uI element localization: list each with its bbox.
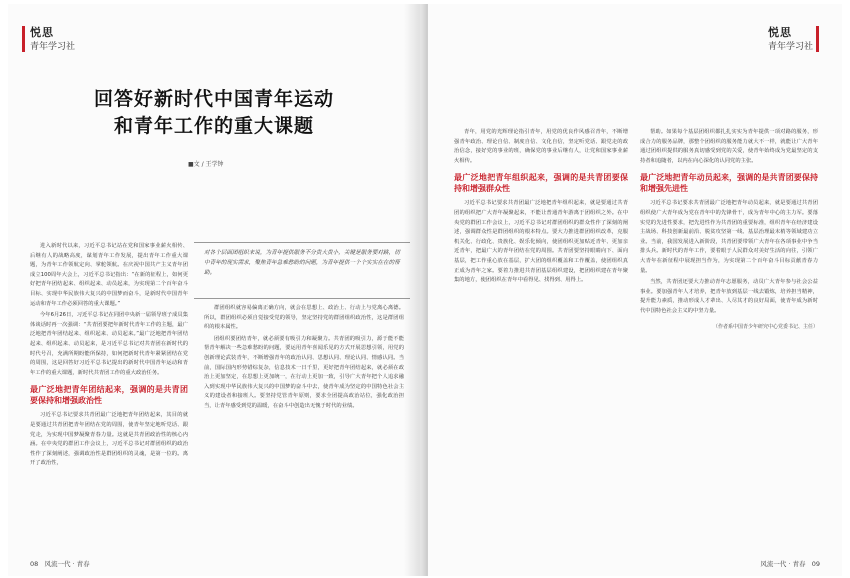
section-marker-left [22,26,25,52]
paragraph: 帮助。如果每个基层团组织都扎扎实实为青年提供一项对路的服务，形成合力的服务品牌，那整个团组织的服务能力就大不一样，就能让广大青年通过团组织提供的服务真切感受到党的关爱，使青年始终成为党最坚定的支持者和追随者，以内在向心深化的认同党的主张。 [640,129,818,164]
pull-quote-rule-top [194,242,410,243]
subheading-2: 最广泛地把青年组织起来，强调的是共青团要保持和增强群众性 [454,172,628,194]
paragraph: 当然，共青团还要大力推动青年志愿服务，动员广大青年参与社会公益事业。要加强青年人才培养，把青年放到基层一线去锻炼，培养担当精神，提升能力素质，推动形成人才辈出、人尽其才的良好局面，使青年成为新时代中国特色社会主义的中坚力量。 [640,279,818,314]
page-number-right: 09 [811,560,820,568]
column-4 [640,128,818,562]
author-note: （作者系中国青少年研究中心党委书记、主任） [712,323,818,330]
paragraph: 群团组织就容易偏离正确方向，就会在思想上、政治上、行动上与党离心离德。所以，群团组织必须自觉接受党的领导，坚定坚持党的群团组织政治性，这是群团组织的根本属性。 [204,305,404,331]
magazine-name-right: 风流一代 · 青春 [760,560,806,568]
left-page [8,4,420,576]
paragraph: 团组织要团结青年，就必须要有吸引力和凝聚力。共青团的吸引力，源于能不能帮青年解决一些急难愁盼的问题，要运用青年喜闻乐见的方式开展思想引领，用党的创新理论武装青年，不断增强青年的政治认同、思想认同、理论认同、情感认同。当前，国际国内形势错综复杂，信息技术一日千里，更好把青年团结起来，就必须在政治上更加坚定，在思想上更加统一，在行动上更加一致，引导广大青年把个人追求融入到实现中华民族伟大复兴的中国梦的奋斗中去，使青年成为坚定的中国特色社会主义的建设者和接班人。要坚持党管青年原则，要求全团提高政治站位，强化政治担当，让青年感受到党的温暖，在奋斗中创造出无愧于时代的业绩。 [204,335,404,409]
right-page [428,4,842,576]
column-title-left: 悦思 [30,26,54,39]
paragraph: 习近平总书记要求共青团最广泛地把青年组织起来，就是要通过共青团的组织把广大青年凝聚起来，不能让普通青年游离于团组织之外。在中央党的群团工作会议上，习近平总书记对群团组织的群众性作了深刻的阐述，强调群众性是群团组织的根本特点。要大力推进群团组织改革，克服机关化、行政化、贵族化、娱乐化倾向，使团组织更加贴近青年、更加亲近青年，把最广大的青年团结在党的周围。共青团要坚持眼睛向下、面向基层，把工作重心放在基层，扩大团的组织覆盖和工作覆盖，使团组织真正成为青年之家。要着力推进共青团基层组织建设，把团组织建在青年聚集的地方，使团组织在青年中看得见、找得到、用得上。 [454,200,628,284]
pull-quote: 对各个层面团组织来说，为青年提供服务不分贵大贵小，关键是服务要对路，切中青年的现实需求，聚焦青年急难愁盼的问题，为青年提供一个个实实在在的帮助。 [204,250,400,276]
footer-left [30,559,90,568]
title-line-2: 和青年工作的重大课题 [113,115,314,137]
subheading-1: 最广泛地把青年团结起来，强调的是共青团要保持和增强政治性 [30,384,188,406]
paragraph: 习近平总书记要求共青团最广泛地把青年动员起来，就是要通过共青团组织使广大青年成为党在青年中的先锋骨干，成为青年中心的主力军。要落实党的先进性要求，把先进性作为共青团的重要标准，组织青年在经济建设主战场、科技创新最前沿、脱贫攻坚第一线、基层治理最末梢等领域建功立业。当前，我国发展进入新阶段，共青团要带领广大青年在各项事业中争当排头兵。新时代的青年工作，要着眼于人民群众对美好生活的向往，引领广大青年在新征程中展现担当作为，为实现第二个百年奋斗目标贡献青春力量。 [640,200,818,274]
column-3 [454,128,628,562]
paragraph: 习近平总书记要求共青团最广泛地把青年团结起来，其目的就是要通过共青团把青年团结在党的周围，使青年坚定地听党话、跟党走，为实现中国梦凝聚青春力量。这就是共青团政治性的核心内涵。在中央党的群团工作会议上，习近平总书记对群团组织的政治性作了深刻阐述，强调政治性是群团组织的灵魂，是第一位的。离开了政治性， [30,412,188,467]
paragraph: 今年6月26日，习近平总书记在同团中央新一届领导班子成员集体谈话时再一次强调：“共青团要把年新时代青年工作的主题，最广泛地把青年团结起来、组织起来、动员起来。”最广泛地把青年团结起来、组织起来、动员起来，是习近平总书记对共青团在新时代的时代号召，充满所期盼能所保持，如何把新时代青年紧紧团结在党的周围，这是回答好习近平总书记提出的新时代中国青年运动和青年工作的重大课题，新时代共青团工作的重大政治任务。 [30,312,188,376]
section-marker-right [816,26,819,52]
subheading-3: 最广泛地把青年动员起来，强调的是共青团要保持和增强先进性 [640,172,818,194]
column-2 [204,304,404,562]
pull-quote-rule-bottom [194,298,410,299]
paragraph: 进入新时代以来，习近平总书记站在党和国家事业薪火相传、后继有人的战略高度，谋划青年工作发展，提出青年工作重大课题，为青年工作领航定向、掌舵领航。在庆祝中国共产主义青年团成立100周年大会上，习近平总书记指出：“在新的征程上，如何更好把青年团结起来、组织起来、动员起来，为实现第二个百年奋斗目标、实现中华民族伟大复兴的中国梦而奋斗，是新时代中国青年运动和青年工作必须回答的重大课题。” [30,243,188,307]
column-title-right: 悦思 [768,26,792,39]
column-subtitle-left: 青年学习社 [30,42,76,52]
magazine-name-left: 风流一代 · 青春 [44,560,90,568]
footer-right [760,559,820,568]
author-byline: ■文 / 王学钟 [188,161,224,168]
column-1 [30,242,188,562]
column-subtitle-right: 青年学习社 [768,42,814,52]
page-number-left: 08 [30,560,39,568]
title-line-1: 回答好新时代中国青年运动 [93,88,334,110]
article-title [8,86,420,140]
paragraph: 青年，用党的光辉理论指引青年，用党的优良作风感召青年，不断增强青年政治、理论自信、制度自信、文化自信，坚定听党话、跟党走的政治信念，接好党的事业的班，确保党的事业后继有人，让党和国家事业薪火相传。 [454,129,628,164]
